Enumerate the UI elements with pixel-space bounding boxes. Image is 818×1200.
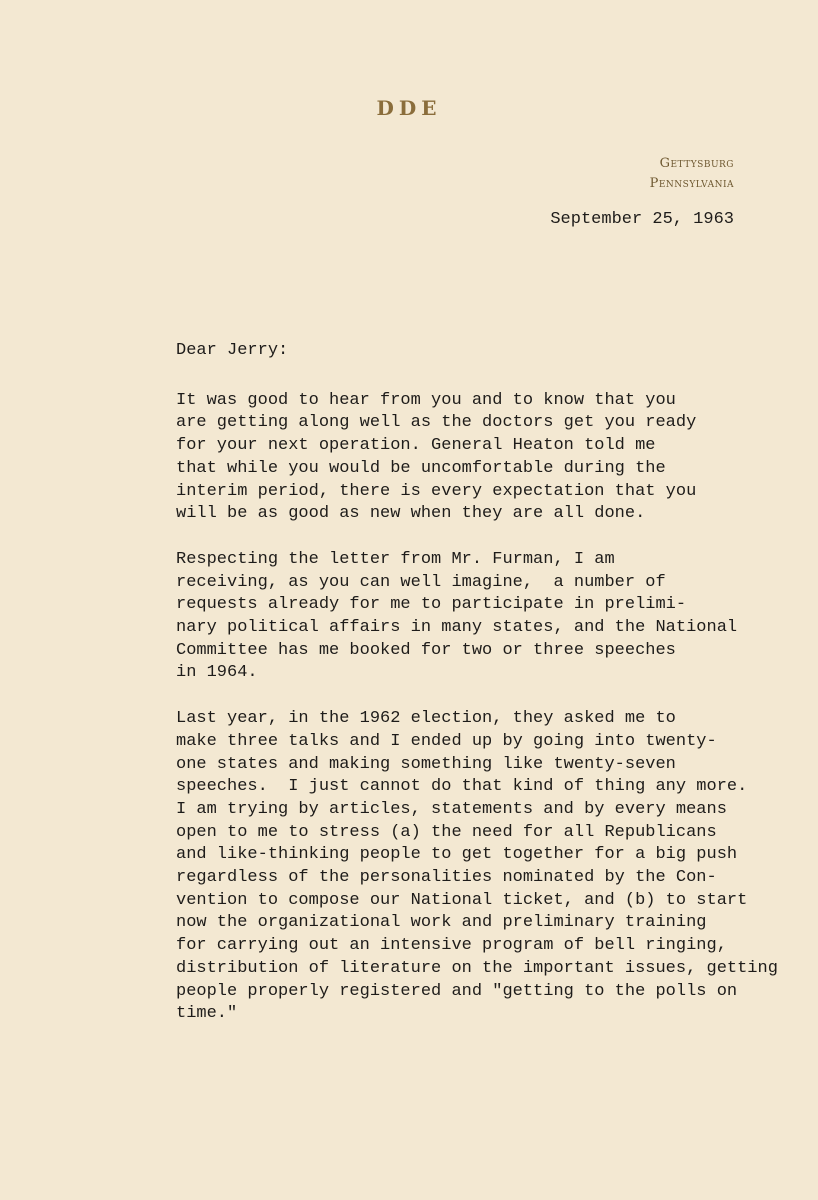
paragraph-line: now the organizational work and preliminary training (176, 913, 707, 933)
paragraph-1 (176, 390, 776, 526)
paragraph-line: It was good to hear from you and to know that you (176, 390, 676, 410)
paragraph-line: speeches. I just cannot do that kind of thing any more. (176, 777, 748, 797)
paragraph-line: receiving, as you can well imagine, a number of (176, 572, 666, 592)
paragraph-line: and like-thinking people to get together for a big push (176, 845, 738, 865)
paragraph-line: requests already for me to participate in prelimi- (176, 595, 687, 615)
paragraph-line: regardless of the personalities nominated by the Con- (176, 868, 717, 888)
letterhead-monogram: DDE (376, 96, 442, 120)
paragraph-line: that while you would be uncomfortable during the (176, 458, 666, 478)
paragraph-2 (176, 549, 776, 685)
paragraph-line: interim period, there is every expectation that you (176, 481, 697, 501)
paragraph-line: Respecting the letter from Mr. Furman, I am (176, 549, 615, 569)
paragraph-line: for carrying out an intensive program of bell ringing, (176, 936, 727, 956)
paragraph-line: Last year, in the 1962 election, they asked me to (176, 709, 676, 729)
paragraph-line: vention to compose our National ticket, and (b) to start (176, 890, 748, 910)
paragraph-line: I am trying by articles, statements and by every means (176, 799, 727, 819)
letterhead-city: Gettysburg (659, 156, 734, 171)
paragraph-3 (176, 708, 776, 1026)
letterhead-address (650, 154, 734, 194)
paragraph-line: Committee has me booked for two or three speeches (176, 640, 676, 660)
letter-body (176, 340, 776, 1049)
paragraph-line: will be as good as new when they are all done. (176, 504, 646, 524)
paragraph-line: open to me to stress (a) the need for all Republicans (176, 822, 717, 842)
paragraph-line: nary political affairs in many states, and the National (176, 618, 738, 638)
paragraph-line: are getting along well as the doctors get you ready (176, 413, 697, 433)
paragraph-line: distribution of literature on the important issues, getting (176, 958, 778, 978)
paragraph-line: time." (176, 1004, 238, 1024)
letter-date: September 25, 1963 (550, 210, 734, 229)
paragraph-line: make three talks and I ended up by going into twenty- (176, 731, 717, 751)
paragraph-line: people properly registered and "getting to the polls on (176, 981, 738, 1001)
salutation: Dear Jerry: (176, 341, 289, 360)
paragraph-line: in 1964. (176, 663, 258, 683)
paragraph-line: one states and making something like twenty-seven (176, 754, 676, 774)
paragraph-line: for your next operation. General Heaton told me (176, 436, 656, 456)
letterhead-state: Pennsylvania (649, 176, 734, 191)
